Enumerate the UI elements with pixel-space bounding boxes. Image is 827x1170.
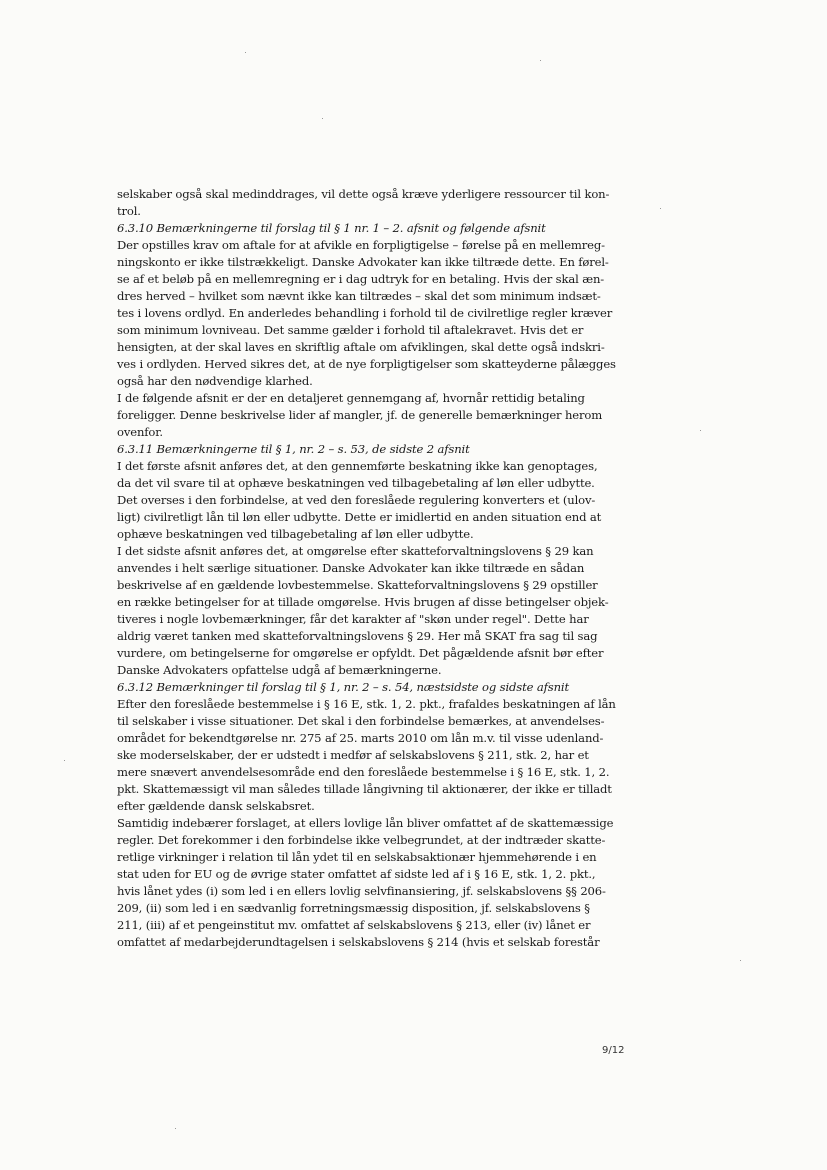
scan-speck (540, 60, 541, 61)
text-line: 209, (ii) som led i en sædvanlig forretningsmæssig disposition, jf. selskabslovens § (117, 901, 590, 915)
text-line: tes i lovens ordlyd. En anderledes behandling i forhold til de civilretlige regler kræver (117, 306, 613, 320)
text-line: se af et beløb på en mellemregning er i dag udtryk for en betaling. Hvis der skal æn- (117, 272, 605, 286)
text-line: en række betingelser for at tillade omgørelse. Hvis brugen af disse betingelser objek- (117, 595, 609, 609)
scan-speck (660, 208, 661, 209)
text-line: foreligger. Denne beskrivelse lider af mangler, jf. de generelle bemærkninger herom (117, 408, 603, 422)
text-line: tiveres i nogle lovbemærkninger, får det karakter af "skøn under regel". Dette har (117, 612, 589, 626)
text-line: hensigten, at der skal laves en skriftlig aftale om afviklingen, skal dette også indskri- (117, 340, 605, 354)
section-paragraph (117, 679, 616, 815)
scan-speck (322, 118, 323, 119)
text-line: I de følgende afsnit er der en detaljeret gennemgang af, hvornår rettidig betaling (117, 391, 585, 405)
text-line: stat uden for EU og de øvrige stater omfattet af sidste led af i § 16 E, stk. 1, 2. pkt., (117, 867, 596, 881)
text-line: beskrivelse af en gældende lovbestemmelse. Skatteforvaltningslovens § 29 opstiller (117, 578, 598, 592)
text-line: også har den nødvendige klarhed. (117, 374, 313, 388)
text-line: hvis lånet ydes (i) som led i en ellers lovlig selvfinansiering, jf. selskabslovens §§ 206- (117, 884, 606, 898)
text-line: Der opstilles krav om aftale for at afvikle en forpligtigelse – førelse på en mellemreg- (117, 238, 605, 252)
text-line: anvendes i helt særlige situationer. Danske Advokater kan ikke tiltræde en sådan (117, 561, 585, 575)
text-line: Efter den foreslåede bestemmelse i § 16 E, stk. 1, 2. pkt., frafaldes beskatningen af lån (117, 697, 616, 711)
text-line: retlige virkninger i relation til lån ydet til en selskabsaktionær hjemmehørende i en (117, 850, 597, 864)
scan-speck (175, 1128, 176, 1129)
text-line: efter gældende dansk selskabsret. (117, 799, 315, 813)
section-paragraph (117, 441, 600, 543)
paragraph (117, 543, 609, 679)
text-line: da det vil svare til at ophæve beskatningen ved tilbagebetaling af løn eller udbytte. (117, 476, 595, 490)
text-line: selskaber også skal medinddrages, vil dette også kræve yderligere ressourcer til kon- (117, 187, 610, 201)
text-line: aldrig været tanken med skatteforvaltningslovens § 29. Her må SKAT fra sag til sag (117, 629, 598, 643)
text-line: Det overses i den forbindelse, at ved den foreslåede regulering konverters et (ulov- (117, 493, 596, 507)
text-line: ligt) civilretligt lån til løn eller udbytte. Dette er imidlertid en anden situation end at (117, 510, 602, 524)
text-line: trol. (117, 204, 141, 218)
text-line: mere snævert anvendelsesområde end den foreslåede bestemmelse i § 16 E, stk. 1, 2. (117, 765, 610, 779)
section-heading: 6.3.11 Bemærkningerne til § 1, nr. 2 – s. 53, de sidste 2 afsnit (117, 442, 470, 456)
scan-speck (245, 52, 246, 53)
text-line: 211, (iii) af et pengeinstitut mv. omfattet af selskabslovens § 213, eller (iv) lånet er (117, 918, 591, 932)
text-line: som minimum lovniveau. Det samme gælder i forhold til aftalekravet. Hvis det er (117, 323, 584, 337)
text-line: pkt. Skattemæssigt vil man således tillade långivning til aktionærer, der ikke er tilladt (117, 782, 612, 796)
text-line: ves i ordlyden. Herved sikres det, at de nye forpligtigelser som skatteyderne pålægges (117, 357, 616, 371)
scan-speck (64, 760, 65, 761)
text-line: ske moderselskaber, der er udstedt i medfør af selskabslovens § 211, stk. 2, har et (117, 748, 589, 762)
section-heading: 6.3.10 Bemærkningerne til forslag til § 1 nr. 1 – 2. afsnit og følgende afsnit (117, 221, 546, 235)
text-line: ophæve beskatningen ved tilbagebetaling af løn eller udbytte. (117, 527, 474, 541)
paragraph (117, 186, 610, 220)
scan-speck (740, 960, 741, 961)
text-line: ningskonto er ikke tilstrækkeligt. Danske Advokater kan ikke tiltræde dette. En førel- (117, 255, 609, 269)
text-line: I det sidste afsnit anføres det, at omgørelse efter skatteforvaltningslovens § 29 kan (117, 544, 594, 558)
text-line: Danske Advokaters opfattelse udgå af bemærkningerne. (117, 663, 442, 677)
document-body (117, 186, 616, 951)
text-line: I det første afsnit anføres det, at den gennemførte beskatning ikke kan genoptages, (117, 459, 598, 473)
text-line: omfattet af medarbejderundtagelsen i selskabslovens § 214 (hvis et selskab forestår (117, 935, 600, 949)
text-line: til selskaber i visse situationer. Det skal i den forbindelse bemærkes, at anvendelses- (117, 714, 605, 728)
section-paragraph (117, 220, 616, 390)
text-line: regler. Det forekommer i den forbindelse ikke velbegrundet, at der indtræder skatte- (117, 833, 606, 847)
paragraph (117, 815, 614, 951)
paragraph (117, 390, 603, 441)
scan-speck (700, 430, 701, 431)
page-number: 9/12 (602, 1045, 625, 1056)
text-line: ovenfor. (117, 425, 163, 439)
text-line: Samtidig indebærer forslaget, at ellers lovlige lån bliver omfattet af de skattemæssige (117, 816, 614, 830)
text-line: dres herved – hvilket som nævnt ikke kan tiltrædes – skal det som minimum indsæt- (117, 289, 601, 303)
text-line: vurdere, om betingelserne for omgørelse er opfyldt. Det pågældende afsnit bør efter (117, 646, 604, 660)
text-line: området for bekendtgørelse nr. 275 af 25. marts 2010 om lån m.v. til visse udenland- (117, 731, 604, 745)
section-heading: 6.3.12 Bemærkninger til forslag til § 1, nr. 2 – s. 54, næstsidste og sidste afsnit (117, 680, 569, 694)
